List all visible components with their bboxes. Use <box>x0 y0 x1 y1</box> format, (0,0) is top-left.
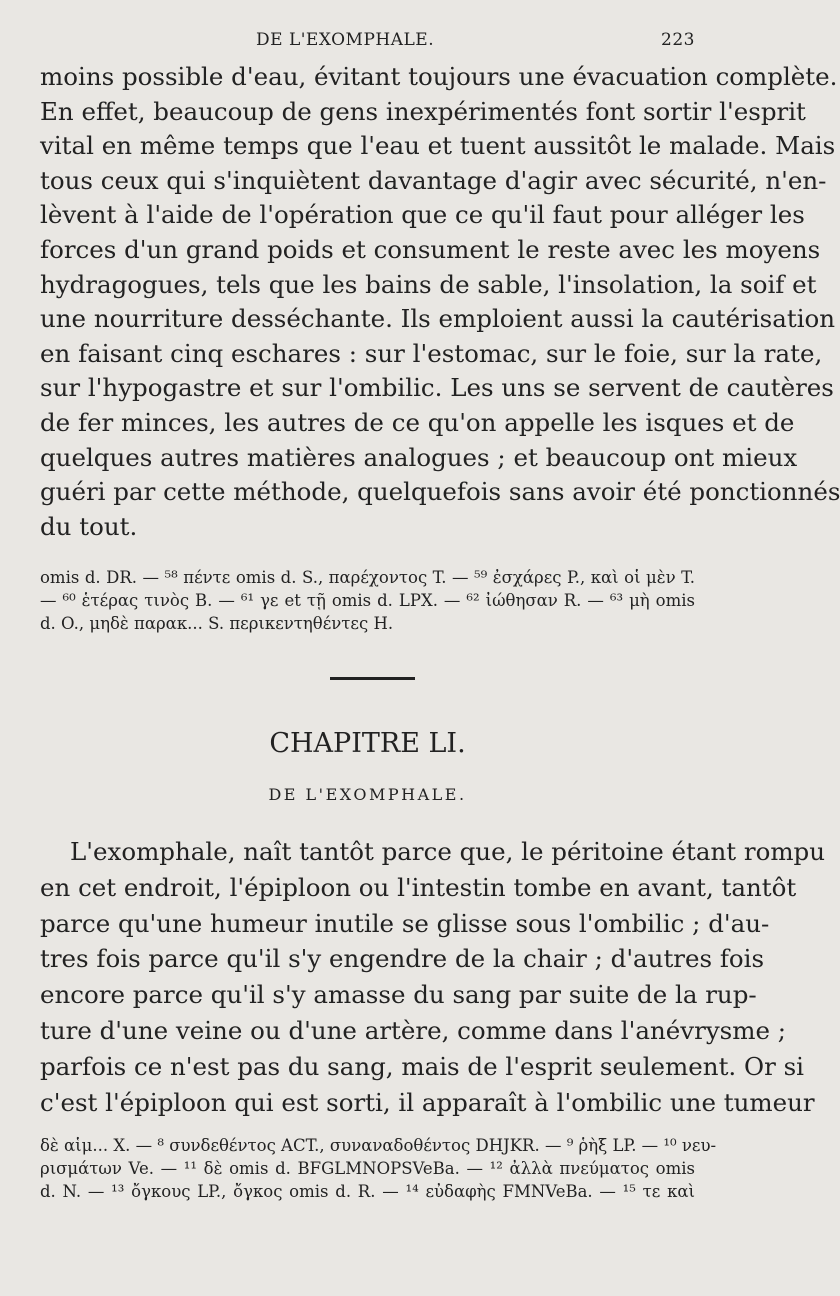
footnote-line: d. N. — ¹³ ὄγκους LP., ὄγκος omis d. R. — ¹⁴ εὐδαφὴς FMNVeBa. — ¹⁵ τε καὶ <box>40 1182 695 1201</box>
footnote-line: omis d. DR. — ⁵⁸ πέντε omis d. S., παρέχοντος T. — ⁵⁹ ἐσχάρες P., καὶ οἱ μὲν T. <box>40 568 695 587</box>
text-line: hydragogues, tels que les bains de sable, l'insolation, la soif et <box>40 269 817 299</box>
footnote-line: ρισμάτων Ve. — ¹¹ δὲ omis d. BFGLMNOPSVeBa. — ¹² ἀλλὰ πνεύματος omis <box>40 1159 695 1178</box>
running-header <box>40 30 695 54</box>
footnote-line: d. O., μηδὲ παρακ... S. περικεντηθέντες H. <box>40 614 394 633</box>
text-line: tres fois parce qu'il s'y engendre de la chair ; d'autres fois <box>40 944 765 974</box>
text-line: guéri par cette méthode, quelquefois sans avoir été ponctionnés <box>40 477 840 507</box>
text-line: sur l'hypogastre et sur l'ombilic. Les uns se servent de cautères <box>40 373 834 403</box>
text-line: vital en même temps que l'eau et tuent aussitôt le malade. Mais <box>40 131 836 161</box>
text-line: En effet, beaucoup de gens inexpérimentés font sortir l'esprit <box>40 96 806 126</box>
footnote-line: δὲ αἱμ... X. — ⁸ συνδεθέντος ACT., συναναδοθέντος DHJKR. — ⁹ ῥὴξ LP. — ¹⁰ νευ- <box>40 1136 717 1155</box>
footnotes-top <box>40 566 695 635</box>
running-title: DE L'EXOMPHALE. <box>256 30 435 50</box>
chapter-title: CHAPITRE LI. <box>269 728 466 759</box>
text-line: en cet endroit, l'épiploon ou l'intestin tombe en avant, tantôt <box>40 872 797 902</box>
text-line: en faisant cinq eschares : sur l'estomac, sur le foie, sur la rate, <box>40 338 823 368</box>
text-line: parce qu'une humeur inutile se glisse sous l'ombilic ; d'au- <box>40 908 770 938</box>
page-number: 223 <box>661 30 695 50</box>
text-line: du tout. <box>40 511 138 541</box>
text-line: une nourriture desséchante. Ils emploient aussi la cautérisation <box>40 304 836 334</box>
text-line: lèvent à l'aide de l'opération que ce qu'il faut pour alléger les <box>40 200 805 230</box>
text-line: encore parce qu'il s'y amasse du sang par suite de la rup- <box>40 980 757 1010</box>
text-line: moins possible d'eau, évitant toujours une évacuation complète. <box>40 62 838 91</box>
text-line: forces d'un grand poids et consument le reste avec les moyens <box>40 234 821 264</box>
text-line: L'exomphale, naît tantôt parce que, le péritoine étant rompu <box>70 837 826 866</box>
footnote-line: — ⁶⁰ ἑτέρας τινὸς B. — ⁶¹ γε et τῇ omis d. LPX. — ⁶² ἰώθησαν R. — ⁶³ μὴ omis <box>40 591 695 610</box>
section-divider <box>330 677 415 680</box>
text-line: quelques autres matières analogues ; et beaucoup ont mieux <box>40 442 798 472</box>
main-paragraph <box>40 834 826 1120</box>
text-line: tous ceux qui s'inquiètent davantage d'agir avec sécurité, n'en- <box>40 165 827 195</box>
text-line: c'est l'épiploon qui est sorti, il apparaît à l'ombilic une tumeur <box>40 1087 815 1117</box>
top-paragraph <box>40 60 840 544</box>
text-line: parfois ce n'est pas du sang, mais de l'esprit seulement. Or si <box>40 1051 804 1081</box>
text-line: de fer minces, les autres de ce qu'on appelle les isques et de <box>40 407 795 437</box>
text-line: ture d'une veine ou d'une artère, comme dans l'anévrysme ; <box>40 1015 787 1045</box>
footnotes-bottom <box>40 1134 717 1203</box>
chapter-subtitle: DE L'EXOMPHALE. <box>268 785 467 804</box>
